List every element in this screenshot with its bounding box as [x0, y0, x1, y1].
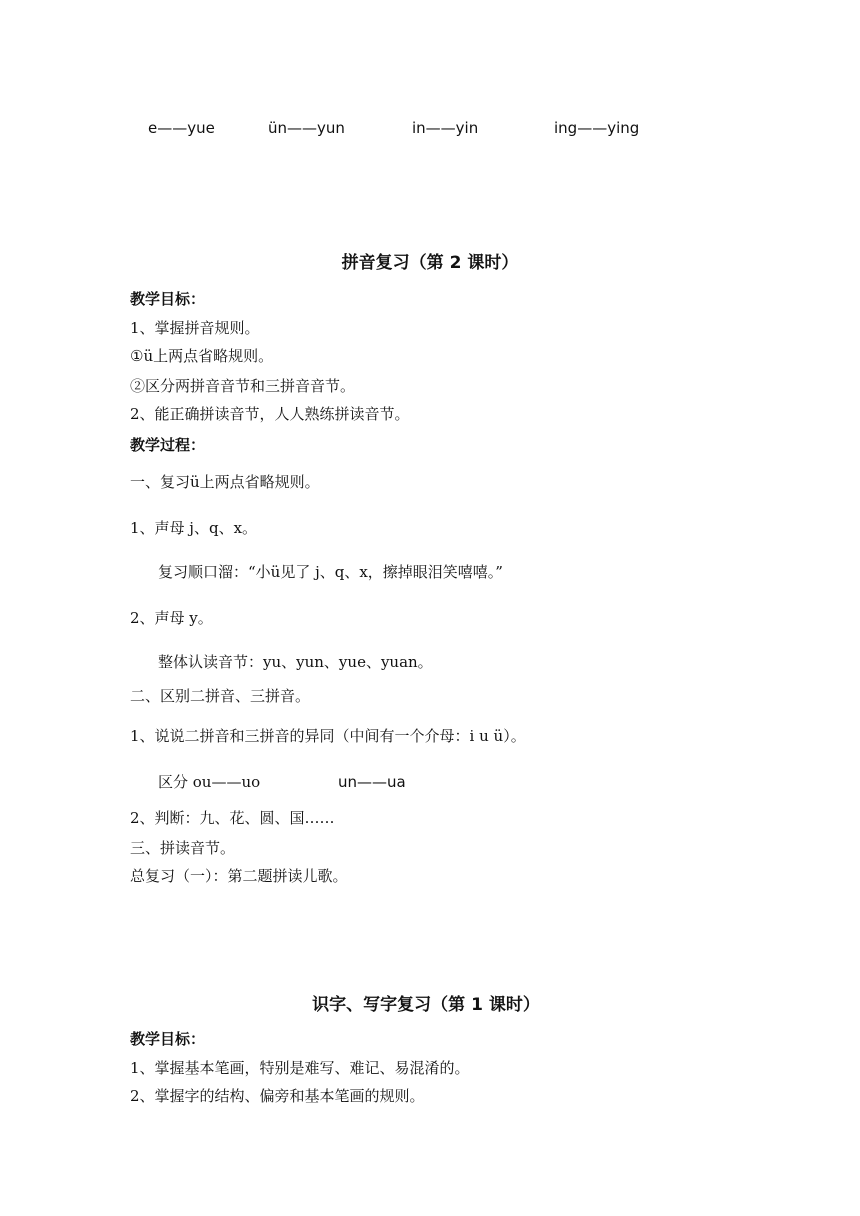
process-step: 1、说说二拼音和三拼音的异同（中间有一个介母：i u ü）。	[130, 727, 526, 745]
goal-line: ①ü上两点省略规则。	[130, 347, 274, 365]
process-step-indented: 整体认读音节：yu、yun、yue、yuan。	[158, 653, 433, 671]
process-step: 2、判断：九、花、圆、国……	[130, 809, 335, 827]
goal-line: ②区分两拼音音节和三拼音音节。	[130, 377, 356, 395]
teaching-goals-label: 教学目标：	[130, 1030, 206, 1048]
process-step-indented: 复习顺口溜：“小ü见了 j、q、x，擦掉眼泪笑嘻嘻。”	[158, 563, 503, 581]
teaching-goals-label: 教学目标：	[130, 290, 206, 308]
goal-line: 1、掌握基本笔画，特别是难写、难记、易混淆的。	[130, 1059, 470, 1077]
process-step-indented: un——ua	[338, 773, 406, 791]
teaching-process-label: 教学过程：	[130, 436, 206, 454]
goal-line: 2、能正确拼读音节，人人熟练拼读音节。	[130, 405, 410, 423]
goal-line: 2、掌握字的结构、偏旁和基本笔画的规则。	[130, 1087, 425, 1105]
goal-line: 1、掌握拼音规则。	[130, 319, 260, 337]
process-step: 2、声母 y。	[130, 609, 213, 627]
process-step: 三、拼读音节。	[130, 839, 236, 857]
process-step: 一、复习ü上两点省略规则。	[130, 473, 320, 491]
process-step: 二、区别二拼音、三拼音。	[130, 687, 311, 705]
process-step: 1、声母 j、q、x。	[130, 519, 258, 537]
process-step: 总复习（一）：第二题拼读儿歌。	[130, 867, 348, 885]
pinyin-pair-ing-ying: ing——ying	[554, 119, 640, 137]
pinyin-pair-in-yin: in——yin	[412, 119, 479, 137]
section-title-pinyin-review: 拼音复习（第 2 课时）	[341, 253, 519, 273]
section-title-literacy-review: 识字、写字复习（第 1 课时）	[312, 995, 540, 1015]
pinyin-pair-e-yue: e——yue	[148, 119, 215, 137]
process-step-indented: 区分 ou——uo	[158, 773, 261, 791]
pinyin-pair-un-yun: ün——yun	[268, 119, 345, 137]
